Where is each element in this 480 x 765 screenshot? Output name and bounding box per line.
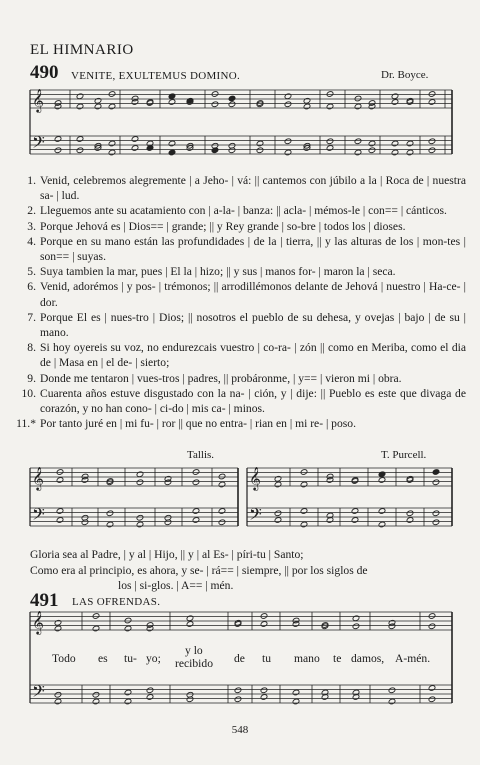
notehead (131, 145, 139, 152)
notehead (284, 149, 292, 156)
notehead (406, 149, 414, 156)
verse-1: 1. Venid, celebremos alegremente | a Jeho- | vá: || cantemos con júbilo a la | Roca de | nuestra sa- | lud. (27, 174, 466, 203)
notehead (260, 613, 268, 620)
notehead (192, 517, 200, 524)
notehead (428, 623, 436, 630)
lyric-word: Todo (52, 652, 76, 665)
notehead (108, 149, 116, 156)
notehead (354, 95, 362, 102)
notehead (428, 138, 436, 145)
notehead (352, 623, 360, 630)
notehead (300, 508, 308, 515)
notehead (192, 479, 200, 486)
notehead (260, 694, 268, 701)
notehead (124, 625, 132, 632)
notehead (428, 99, 436, 106)
hymn-491-number: 491 (30, 590, 59, 611)
notehead (351, 508, 359, 515)
notehead (218, 508, 226, 515)
lyric-word: y lo (185, 644, 203, 657)
notehead (391, 140, 399, 147)
bass-clef-icon: 𝄢 (32, 681, 45, 705)
notehead (388, 698, 396, 705)
notehead (256, 140, 264, 147)
notehead (192, 508, 200, 515)
lyric-word: damos, (351, 652, 385, 665)
notehead (303, 97, 311, 104)
treble-clef-icon: 𝄞 (32, 466, 44, 490)
notehead (136, 521, 144, 528)
notehead (274, 517, 282, 524)
notehead (378, 477, 386, 484)
gloria-line-3: los | si-glos. | A== | mén. (118, 579, 234, 593)
notehead (218, 519, 226, 526)
notehead (368, 147, 376, 154)
notehead (234, 687, 242, 694)
gloria-composer-right: T. Purcell. (381, 449, 427, 461)
notehead (54, 691, 62, 698)
treble-clef-icon: 𝄞 (32, 610, 44, 634)
gloria-composer-left: Tallis. (187, 449, 215, 461)
notehead (108, 140, 116, 147)
notehead (131, 136, 139, 143)
notehead (54, 625, 62, 632)
lyric-word: A-mén. (395, 652, 431, 665)
notehead (274, 475, 282, 482)
verse-6: 6. Venid, adorémos | y pos- | trémonos; || arrodillémonos delante de Jehová | nuestro | Ha-ce- | dor. (27, 280, 466, 309)
hymn-490-verses (14, 173, 466, 431)
notehead (228, 95, 236, 102)
hymn-490-title: VENITE, EXULTEMUS DOMINO. (71, 70, 241, 82)
notehead (136, 479, 144, 486)
notehead (76, 93, 84, 100)
notehead (136, 514, 144, 521)
notehead (326, 91, 334, 98)
notehead (391, 93, 399, 100)
notehead (76, 103, 84, 110)
notehead (391, 149, 399, 156)
notehead (303, 103, 311, 110)
notehead (406, 140, 414, 147)
notehead (56, 469, 64, 476)
notehead (378, 471, 386, 478)
notehead (354, 103, 362, 110)
notehead (94, 97, 102, 104)
verse-10: 10. Cuarenta años estuve disgustado con la na- | ción, y | dije: || Pueblo es este que divaga de corazón, y no han cono- | ci-do | mis ca- | minos. (21, 386, 466, 416)
notehead (56, 477, 64, 484)
hymn-490-composer: Dr. Boyce. (381, 69, 429, 81)
verse-5: 5. Suya tambien la mar, pues | El la | hizo; || y sus | manos for- | maron la | seca. (27, 265, 396, 279)
verse-7: 7. Porque El es | nues-tro | Dios; || nosotros el pueblo de su dehesa, y ovejas | bajo | de su | mano. (27, 310, 466, 340)
treble-clef-icon: 𝄞 (32, 88, 44, 112)
notehead (218, 473, 226, 480)
lyric-word: mano (294, 652, 320, 665)
hymn-491-title: LAS OFRENDAS. (72, 596, 161, 608)
notehead (326, 145, 334, 152)
notehead (92, 691, 100, 698)
gloria-line-1: Gloria sea al Padre, | y al | Hijo, || y | al Es- | píri-tu | Santo; (30, 548, 304, 561)
notehead (274, 481, 282, 488)
notehead (432, 519, 440, 526)
notehead (292, 698, 300, 705)
notehead (168, 93, 176, 100)
notehead (54, 136, 62, 143)
verse-3: 3. Porque Jehová es | Dios== | grande; || y Rey grande | so-bre | todos los | dioses. (27, 219, 406, 233)
treble-clef-icon: 𝄞 (249, 466, 261, 490)
notehead (354, 149, 362, 156)
notehead (168, 99, 176, 106)
notehead (192, 469, 200, 476)
verse-4: 4. Porque en su mano están las profundidades | de la | tierra, || y las alturas de los | mon-tes | son== | suyas. (27, 234, 466, 264)
notehead (378, 508, 386, 515)
notehead (432, 510, 440, 517)
notehead (428, 147, 436, 154)
notehead (186, 621, 194, 628)
notehead (124, 689, 132, 696)
notehead (108, 91, 116, 98)
notehead (284, 138, 292, 145)
notehead (300, 481, 308, 488)
notehead (76, 147, 84, 154)
notehead (54, 619, 62, 626)
lyric-word: recibido (175, 657, 213, 670)
notehead (211, 101, 219, 108)
notehead (92, 698, 100, 705)
lyric-word: tu- (124, 652, 137, 665)
notehead (354, 138, 362, 145)
notehead (274, 510, 282, 517)
notehead (92, 613, 100, 620)
notehead (106, 521, 114, 528)
notehead (76, 136, 84, 143)
notehead (218, 481, 226, 488)
notehead (146, 694, 154, 701)
notehead (124, 698, 132, 705)
notehead (428, 696, 436, 703)
notehead (326, 103, 334, 110)
notehead (56, 517, 64, 524)
bass-clef-icon: 𝄢 (249, 504, 262, 528)
lyric-word: tu (262, 652, 272, 665)
notehead (432, 479, 440, 486)
notehead (54, 698, 62, 705)
notehead (284, 93, 292, 100)
notehead (388, 687, 396, 694)
verse-8: 8. Si hoy oyereis su voz, no endurezcais vuestro | co-ra- | zón || como en Meriba, como el dia de | Masa en | el de- | sierto; (27, 341, 466, 370)
verse-9: 9. Donde me tentaron | vues-tros | padres, || probáronme, | y== | vieron mi | obra. (27, 371, 402, 385)
notehead (256, 147, 264, 154)
notehead (428, 685, 436, 692)
lyric-word: yo; (146, 652, 161, 665)
lyric-word: de (234, 652, 245, 665)
notehead (94, 103, 102, 110)
notehead (260, 621, 268, 628)
notehead (284, 101, 292, 108)
notehead (56, 508, 64, 515)
notehead (406, 517, 414, 524)
notehead (406, 510, 414, 517)
notehead (92, 625, 100, 632)
notehead (428, 613, 436, 620)
notehead (211, 91, 219, 98)
notehead (260, 687, 268, 694)
notehead (391, 99, 399, 106)
gloria-line-2: Como era al principio, es ahora, y se- | rá== | siempre, || por los siglos de (30, 563, 368, 577)
notehead (234, 696, 242, 703)
verse-2: 2. Lleguemos ante su acatamiento con | a-la- | banza: || acla- | mémos-le | con== | cánticos. (27, 204, 447, 218)
notehead (326, 138, 334, 145)
notehead (300, 469, 308, 476)
notehead (124, 617, 132, 624)
notehead (106, 510, 114, 517)
notehead (228, 101, 236, 108)
gloria-text (30, 547, 450, 594)
notehead (168, 149, 176, 156)
notehead (108, 103, 116, 110)
lyric-word: te (333, 652, 342, 665)
running-title: EL HIMNARIO (30, 42, 134, 58)
notehead (168, 140, 176, 147)
lyric-word: es (98, 652, 108, 665)
notehead (378, 521, 386, 528)
notehead (136, 471, 144, 478)
verse-11: 11.* Por tanto juré en | mi fu- | ror || que no entra- | rian en | mi re- | poso. (16, 417, 356, 431)
notehead (300, 521, 308, 528)
notehead (428, 91, 436, 98)
page-number: 548 (231, 724, 249, 736)
notehead (352, 615, 360, 622)
notehead (368, 140, 376, 147)
notehead (54, 147, 62, 154)
notehead (292, 689, 300, 696)
notehead (186, 615, 194, 622)
bass-clef-icon: 𝄢 (32, 132, 45, 156)
notehead (351, 517, 359, 524)
bass-clef-icon: 𝄢 (32, 504, 45, 528)
hymn-490-number: 490 (30, 62, 59, 83)
notehead (146, 687, 154, 694)
notehead (432, 469, 440, 476)
